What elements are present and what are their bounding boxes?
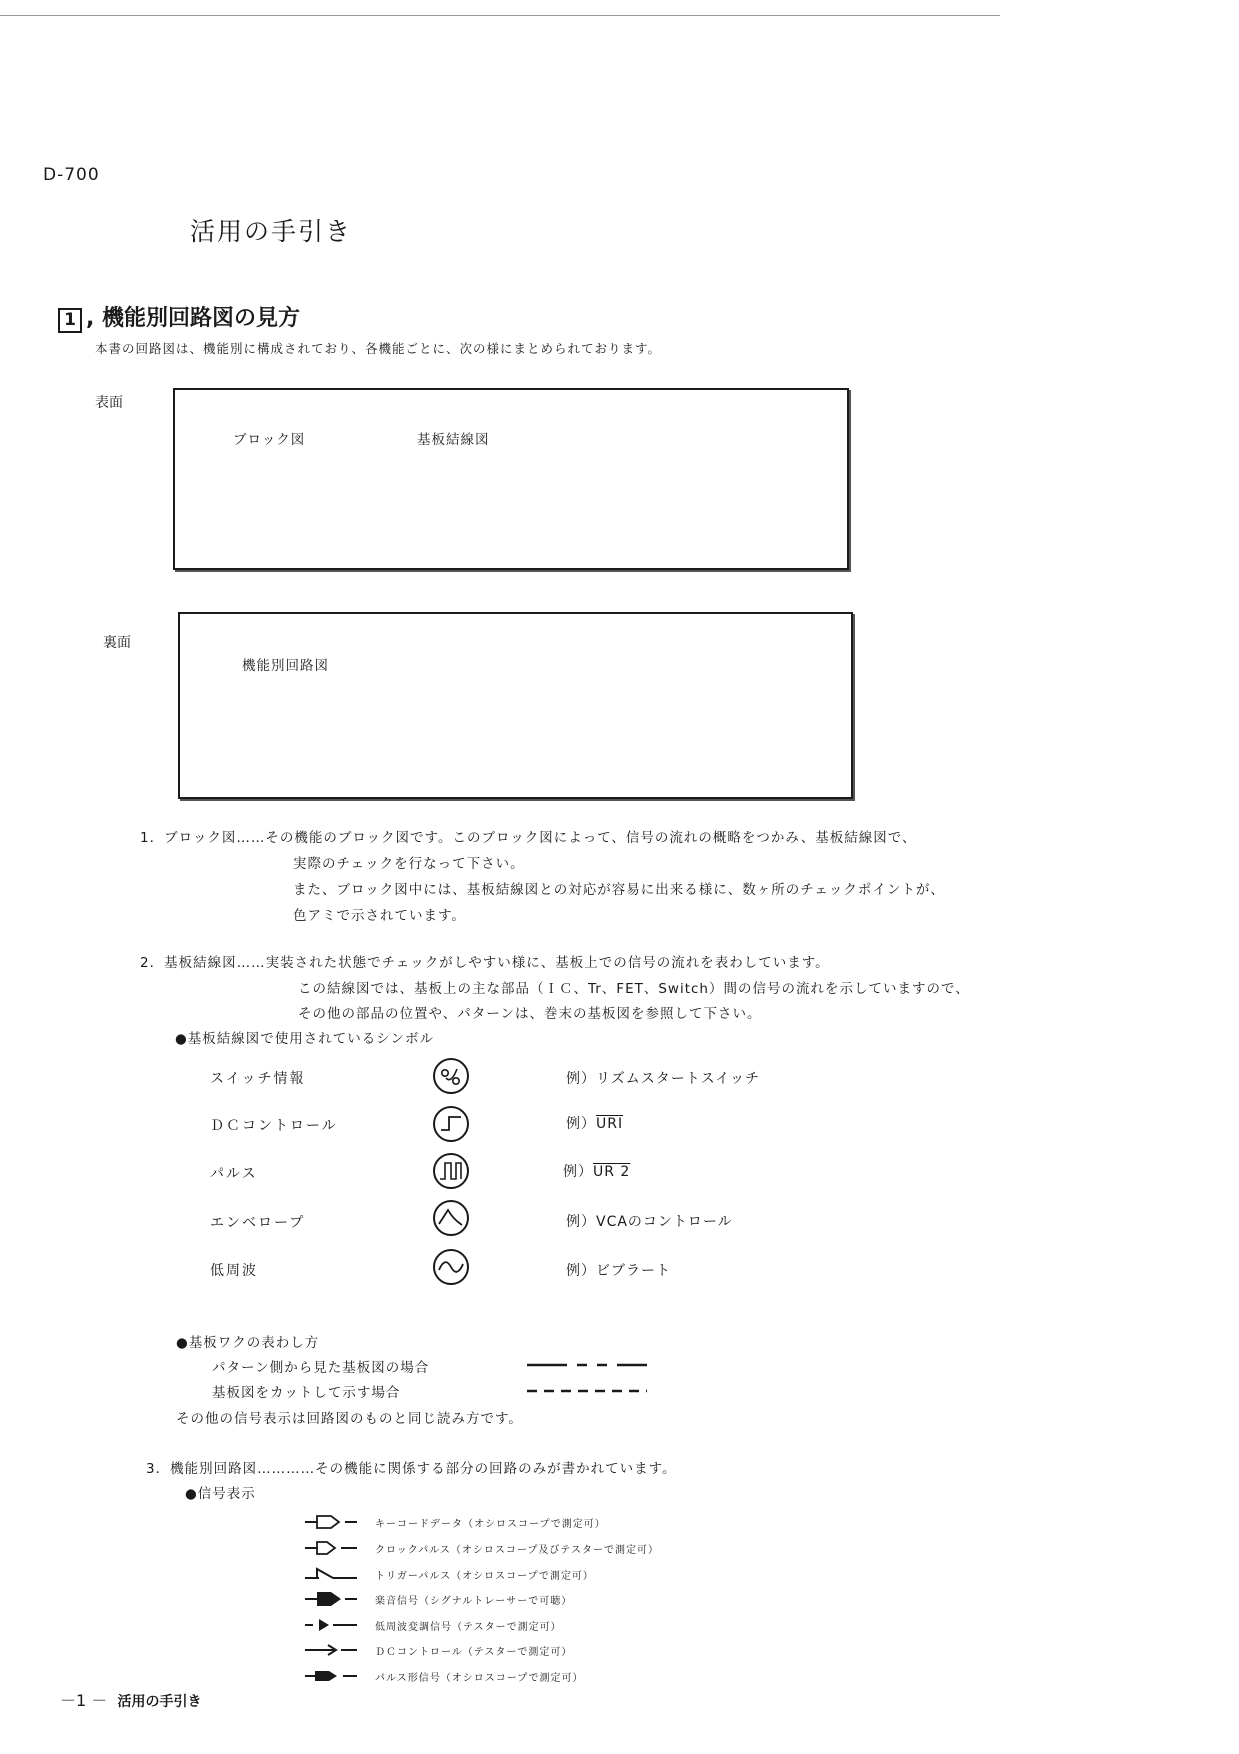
frame-row-label: パターン側から見た基板図の場合	[212, 1360, 430, 1376]
signals-heading: ●信号表示	[185, 1486, 256, 1502]
symbol-label: パルス	[210, 1166, 258, 1182]
section-number: 1	[58, 308, 82, 333]
open-arrow-icon	[303, 1641, 359, 1659]
front-label: 表面	[95, 395, 123, 411]
signal-label: クロックパルス（オシロスコープ及びテスターで測定可）	[375, 1545, 659, 1556]
frame-heading: ●基板ワクの表わし方	[176, 1335, 320, 1351]
item-1-line: 実際のチェックを行なって下さい。	[293, 856, 525, 872]
symbols-heading: ●基板結線図で使用されているシンボル	[175, 1031, 434, 1047]
pulse-icon	[432, 1152, 470, 1190]
section-heading-text: , 機能別回路図の見方	[86, 306, 301, 331]
footer-title: 活用の手引き	[117, 1694, 202, 1710]
dc-step-icon	[432, 1105, 470, 1143]
section-intro: 本書の回路図は、機能別に構成されており、各機能ごとに、次の様にまとめられております。	[95, 341, 662, 356]
front-item-block-diagram: ブロック図	[233, 432, 306, 448]
switch-icon	[432, 1057, 470, 1095]
symbol-label: スイッチ情報	[210, 1071, 306, 1087]
frame-row-label: 基板図をカットして示す場合	[212, 1385, 401, 1401]
item-2-line: その他の部品の位置や、パターンは、巻末の基板図を参照して下さい。	[298, 1006, 762, 1022]
envelope-icon	[432, 1199, 470, 1237]
signal-label: ＤＣコントロール（テスターで測定可）	[375, 1647, 573, 1658]
solid-triangle-arrow-icon	[303, 1616, 359, 1634]
symbol-example: 例）$\overline{URI}$	[566, 1116, 624, 1132]
short-dash-line-icon	[527, 1388, 647, 1394]
item-1-line: 色アミで示されています。	[293, 908, 466, 924]
symbol-example: 例）VCAのコントロール	[566, 1214, 733, 1230]
front-box	[173, 388, 849, 570]
item-2-line: この結線図では、基板上の主な部品（ＩＣ、Tr、FET、Switch）間の信号の流れを示していますので、	[298, 981, 970, 997]
page-footer	[60, 1688, 201, 1711]
back-item-function-circuit: 機能別回路図	[242, 658, 329, 674]
long-dash-line-icon	[527, 1362, 647, 1368]
solid-pentagon-arrow-icon	[303, 1590, 359, 1608]
solid-pulse-arrow-icon	[303, 1667, 359, 1685]
signal-label: パルス形信号（オシロスコープで測定可）	[375, 1673, 584, 1684]
symbol-example: 例）リズムスタートスイッチ	[566, 1071, 761, 1087]
page-title: 活用の手引き	[190, 217, 353, 246]
section-heading	[58, 301, 300, 333]
item-1-line: また、ブロック図中には、基板結線図との対応が容易に出来る様に、数ヶ所のチェックポイントが、	[293, 882, 945, 898]
symbol-label: ＤＣコントロール	[210, 1118, 338, 1134]
front-item-board-wiring: 基板結線図	[417, 432, 490, 448]
frame-note: その他の信号表示は回路図のものと同じ読み方です。	[176, 1411, 523, 1427]
symbol-label: 低周波	[210, 1263, 258, 1279]
page-number: －1 －	[60, 1691, 108, 1710]
symbol-label: エンベロープ	[210, 1215, 306, 1231]
symbol-example: 例）ビブラート	[566, 1263, 671, 1279]
signal-label: キーコードデータ（オシロスコープで測定可）	[375, 1519, 606, 1530]
signal-label: 楽音信号（シグナルトレーサーで可聴）	[375, 1596, 573, 1607]
symbol-example: 例）UR 2	[563, 1164, 631, 1180]
hollow-pentagon-arrow-icon	[303, 1513, 359, 1531]
back-box	[178, 612, 853, 799]
signal-label: 低周波変調信号（テスターで測定可）	[375, 1622, 562, 1633]
item-3-heading: 3．機能別回路図…………その機能に関係する部分の回路のみが書かれています。	[146, 1461, 677, 1477]
trigger-arrow-icon	[303, 1565, 359, 1583]
item-2-heading: 2．基板結線図……実装された状態でチェックがしやすい様に、基板上での信号の流れを表わしています。	[140, 955, 830, 971]
signal-label: トリガーパルス（オシロスコープで測定可）	[375, 1571, 594, 1582]
item-1-heading: 1．ブロック図……その機能のブロック図です。このブロック図によって、信号の流れの概略をつかみ、基板結線図で、	[140, 830, 917, 846]
top-border-line	[0, 15, 1000, 16]
hollow-triangle-arrow-icon	[303, 1539, 359, 1557]
back-label: 裏面	[103, 635, 131, 651]
sine-icon	[432, 1248, 470, 1286]
model-number: D-700	[43, 165, 100, 185]
